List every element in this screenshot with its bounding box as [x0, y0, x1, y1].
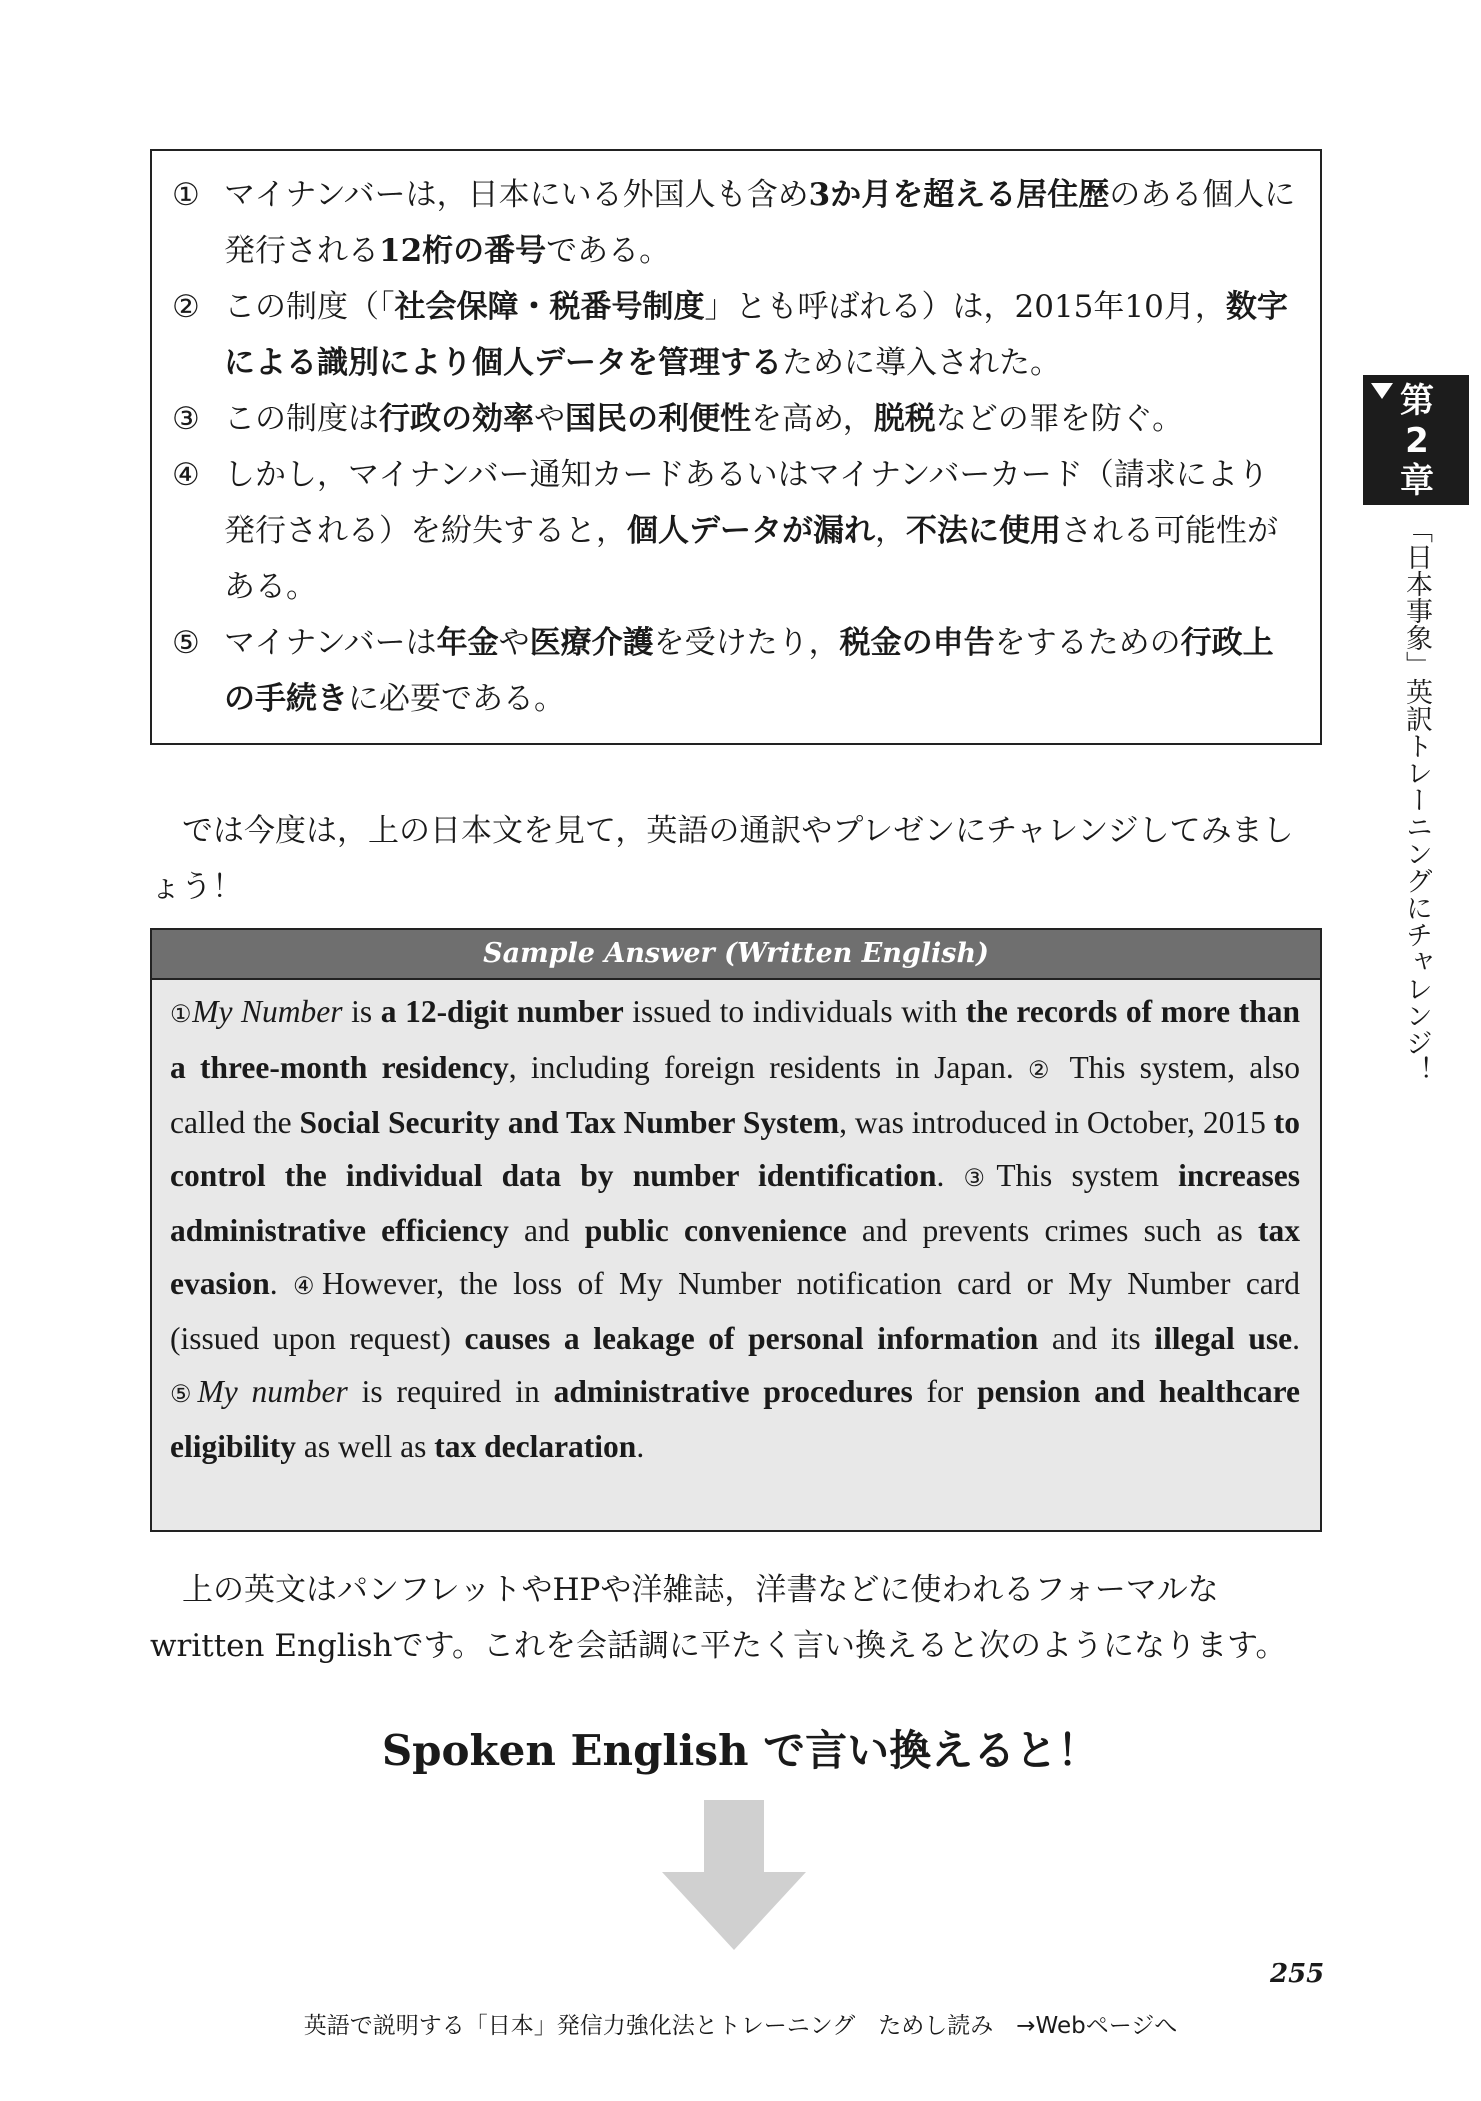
item-number: ①	[172, 177, 200, 213]
chapter-title-vertical: 「日本事象」英訳トレーニングにチャレンジ！	[1401, 516, 1432, 1083]
item-number: ②	[172, 289, 200, 325]
spoken-english-heading: Spoken English で言い換えると！	[381, 1726, 1100, 1775]
sample-answer-body: ①My Number is a 12-digit number issued to individuals with the records of more than a three-month residency, including foreign residents in Japan. ② This system, also called the Social Security and Tax Number System, was introduced in October, 2015 to control the individual data by number identification. ③This system increases administrative efficiency and public convenience and prevents crimes such as tax evasion. ④However, the loss of My Number notification card or My Number card (issued upon request) causes a leakage of personal information and its illegal use. ⑤My number is required in administrative procedures for pension and healthcare eligibility as well as tax declaration.	[170, 994, 1301, 1464]
item-text: この制度は行政の効率や国民の利便性を高め，脱税などの罪を防ぐ。	[224, 401, 1184, 437]
page-number: 255	[1270, 1959, 1325, 1989]
item-number: ③	[172, 401, 200, 437]
chapter-tab	[1363, 375, 1469, 505]
list-item	[172, 447, 1298, 615]
triangle-down-icon	[1371, 383, 1393, 399]
down-arrow-icon	[662, 1800, 806, 1950]
list-item	[172, 167, 1298, 279]
item-text: この制度（「社会保障・税番号制度」とも呼ばれる）は，2015年10月，数字による識別により個人データを管理するために導入された。	[224, 289, 1288, 381]
list-item	[172, 615, 1298, 727]
item-text: マイナンバーは年金や医療介護を受けたり，税金の申告をするための行政上の手続きに必要である。	[224, 625, 1274, 717]
japanese-summary-box	[150, 149, 1322, 745]
footer-web-link[interactable]: 英語で説明する「日本」発信力強化法とトレーニング ためし読み →Webページへ	[303, 2013, 1178, 2039]
outro-paragraph: 上の英文はパンフレットやHPや洋雑誌，洋書などに使われるフォーマルなwritten Englishです。これを会話調に平たく言い換えると次のようになります。	[150, 1572, 1287, 1664]
item-text: マイナンバーは，日本にいる外国人も含め3か月を超える居住歴のある個人に発行される12桁の番号である。	[224, 177, 1296, 269]
chapter-label: 第2章	[1400, 381, 1434, 501]
sample-answer-header: Sample Answer (Written English)	[152, 930, 1320, 980]
list-item	[172, 279, 1298, 391]
list-item	[172, 391, 1298, 447]
intro-paragraph: では今度は，上の日本文を見て，英語の通訳やプレゼンにチャレンジしてみましょう！	[150, 813, 1294, 905]
item-text: しかし，マイナンバー通知カードあるいはマイナンバーカード（請求により発行される）を紛失すると，個人データが漏れ，不法に使用される可能性がある。	[224, 457, 1278, 605]
sample-answer-box	[150, 928, 1322, 1532]
item-number: ⑤	[172, 625, 200, 661]
item-number: ④	[172, 457, 200, 493]
